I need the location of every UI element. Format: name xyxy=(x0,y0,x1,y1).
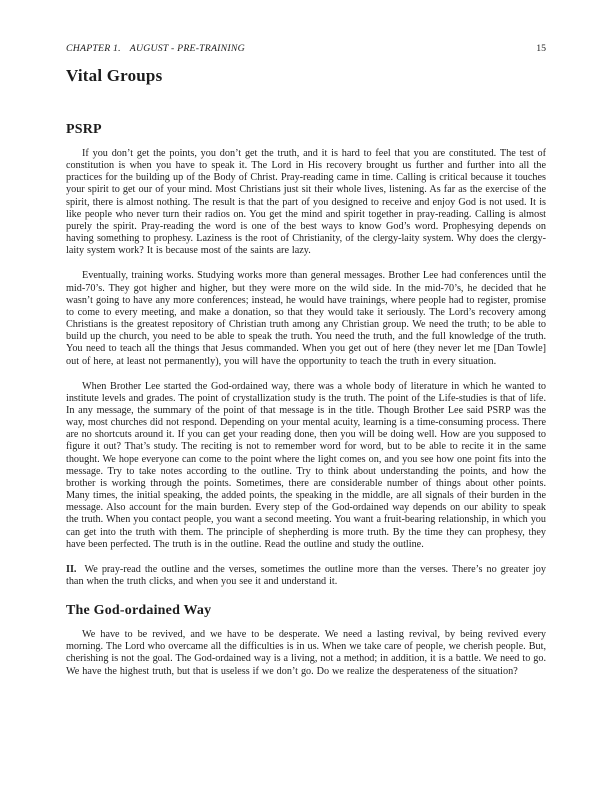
chapter-header xyxy=(66,43,245,55)
section-heading-god-ordained-way: The God-ordained Way xyxy=(66,603,212,619)
paragraph: Eventually, training works. Studying works more than general messages. Brother Lee had conferences until the mid-70’s. They got higher and higher, but they were more on the wild side. In the mid-70’s, he decided that he wasn’t going to have any more conferences; instead, he would have trainings, where people had to register, promise to come to every meeting, and make a donation, so that they would take it seriously. The Lord’s recovery among Christians is the greatest repository of Christian truth among any Christian group. We need the truth; to be able to build up the church, you need to be able to speak the truth. You need the truth, and the full knowledge of the truth. You need to teach all the things that Jesus commanded. When you get out of here (they never let me [Dan Towle] out of here, at least not permanently), you will have the opportunity to teach the truth in every situation. xyxy=(66,270,546,367)
numbered-item-text: We pray-read the outline and the verses, sometimes the outline more than the verses. There’s no greater joy than when the truth clicks, and when you see it and understand it. xyxy=(66,563,546,587)
page-title: Vital Groups xyxy=(66,66,163,85)
running-header xyxy=(66,43,546,55)
section-heading-psrp: PSRP xyxy=(66,122,102,137)
numbered-item-label: II. xyxy=(66,563,77,575)
paragraph: We have to be revived, and we have to be desperate. We need a lasting revival, by being revived every morning. The Lord who overcame all the difficulties is in us. When we take care of people, we cherish people. But, cherishing is not the goal. The God-ordained way is a living, not a method; in addition, it is a battle. We need to go. We have the highest truth, but that is useless if we don’t go. Do we realize the desperateness of the situation? xyxy=(66,629,546,677)
chapter-number: CHAPTER 1. xyxy=(66,43,121,54)
page-number: 15 xyxy=(536,43,546,54)
chapter-title: AUGUST - PRE-TRAINING xyxy=(129,43,245,54)
numbered-item xyxy=(66,564,546,588)
paragraph: If you don’t get the points, you don’t get the truth, and it is hard to feel that you are constituted. The test of constitution is when you have to speak it. The Lord in His recovery brought us further and further into all the practices for the building up of the Body of Christ. Pray-reading came in time. Calling is critical because it touches your spirit to get our of your mind. Most Christians just sit their whole lives, listening. As far as the exercise of the spirit, there is almost nothing. The result is that the part of you designed to receive and enjoy God is not used. It is like people who never turn their radios on. You get the mind and spirit together in pray-reading. Calling is almost purely the spirit. Pray-reading the word is one of the best ways to know God’s word. Prophesying depends on having something to prophesy. Laziness is the root of Christianity, of the clergy-laity system. Why does the clergy-laity system work? It is because most of the saints are lazy. xyxy=(66,148,546,257)
paragraph: When Brother Lee started the God-ordained way, there was a whole body of literature in which he wanted to institute levels and grades. The point of crystallization study is the truth. The point of the Life-studies is that of life. In any message, the summary of the point of that message is in the title. Though Brother Lee said PSRP was the way, most churches did not respond. Depending on your mental acuity, learning is a time-consuming process. There are no shortcuts around it. If you can get your reading done, then you will be doing well. How are you supposed to figure it out? That’s study. The reciting is not to remember word for word, but to be able to recite it in the same thought. We hope everyone can come to the point where the light comes on, and you see how one point fits into the message. Try to take notes according to the outline. Try to think about understanding the points, and how the brother is working through the points. Sometimes, there are considerable number of things about other points. Many times, the initial speaking, the added points, the speaking in the middle, are all signals of their burden in the message. Also account for the main burden. Every step of the God-ordained way depends on our ability to speak the truth. When you contact people, you want a second meeting. You want a fruit-bearing relationship, in which you can get into the truth with them. The principle of shepherding is more truth. By the time they can prophesy, they have been perfected. The truth is in the outline. Read the outline and study the outline. xyxy=(66,380,546,550)
